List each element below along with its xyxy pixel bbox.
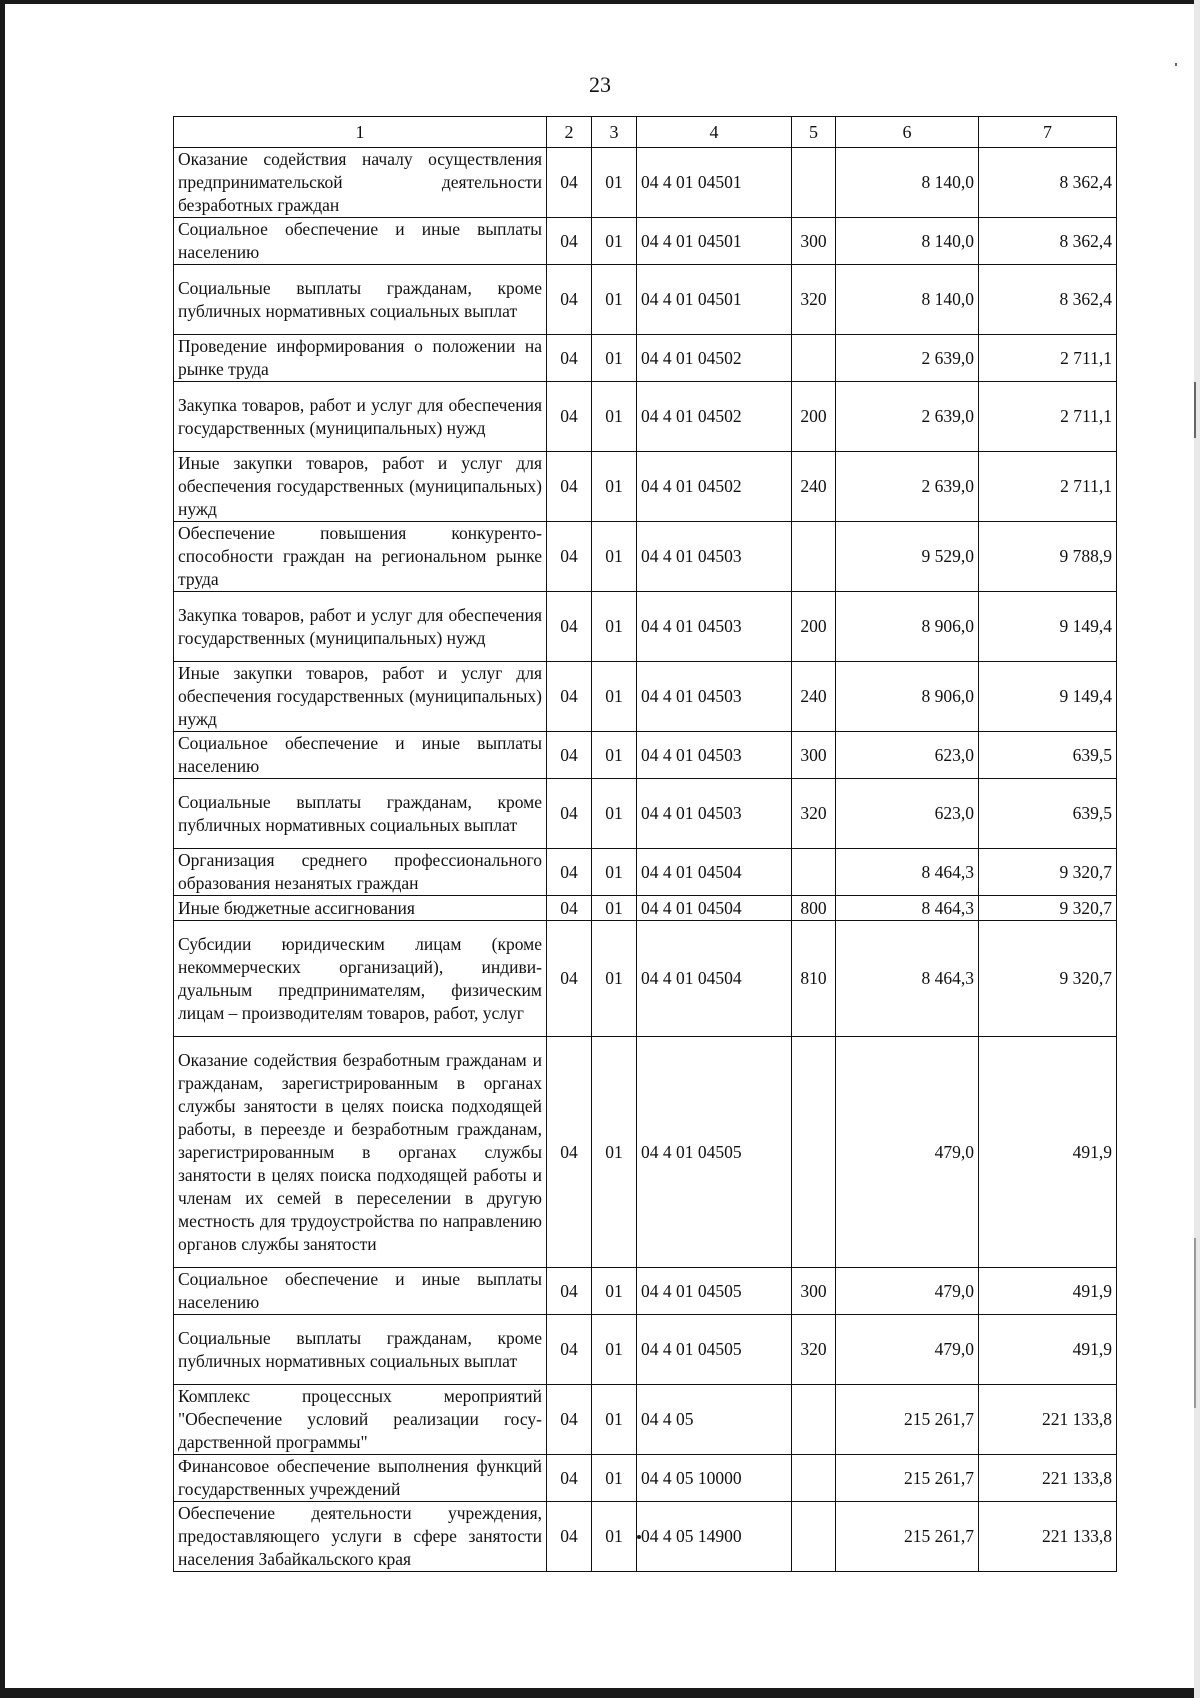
section-code-cell: 04	[547, 849, 592, 896]
row-name-cell: Иные закупки товаров, работ и услуг для обеспечения государственных (муниципальных) нужд	[174, 452, 547, 522]
table-row	[174, 1037, 1117, 1268]
target-article-cell: 04 4 01 04505	[637, 1315, 792, 1385]
table-row	[174, 218, 1117, 265]
header-cell-6: 6	[836, 117, 979, 148]
budget-table	[173, 116, 1117, 1572]
header-cell-4: 4	[637, 117, 792, 148]
subsection-code-cell: 01	[592, 1037, 637, 1268]
section-code-cell: 04	[547, 452, 592, 522]
target-article-cell: 04 4 05 14900	[637, 1502, 792, 1572]
subsection-code-cell: 01	[592, 921, 637, 1037]
expense-type-cell	[792, 148, 836, 218]
header-cell-3: 3	[592, 117, 637, 148]
target-article-cell: 04 4 01 04504	[637, 849, 792, 896]
amount-col6-cell: 215 261,7	[836, 1455, 979, 1502]
expense-type-cell	[792, 522, 836, 592]
target-article-cell: 04 4 05 10000	[637, 1455, 792, 1502]
subsection-code-cell: 01	[592, 382, 637, 452]
amount-col7-cell: 491,9	[979, 1315, 1117, 1385]
table-header	[174, 117, 1117, 148]
section-code-cell: 04	[547, 732, 592, 779]
target-article-cell: 04 4 01 04504	[637, 896, 792, 921]
table-row	[174, 849, 1117, 896]
target-article-cell: 04 4 01 04505	[637, 1037, 792, 1268]
section-code-cell: 04	[547, 1502, 592, 1572]
section-code-cell: 04	[547, 1268, 592, 1315]
amount-col7-cell: 221 133,8	[979, 1502, 1117, 1572]
amount-col6-cell: 8 906,0	[836, 592, 979, 662]
expense-type-cell	[792, 849, 836, 896]
expense-type-cell: 200	[792, 382, 836, 452]
header-cell-7: 7	[979, 117, 1117, 148]
table-row	[174, 592, 1117, 662]
subsection-code-cell: 01	[592, 662, 637, 732]
target-article-cell: 04 4 01 04505	[637, 1268, 792, 1315]
expense-type-cell	[792, 335, 836, 382]
amount-col7-cell: 491,9	[979, 1268, 1117, 1315]
target-article-cell: 04 4 01 04501	[637, 148, 792, 218]
amount-col7-cell: 2 711,1	[979, 452, 1117, 522]
header-cell-1: 1	[174, 117, 547, 148]
expense-type-cell: 800	[792, 896, 836, 921]
amount-col6-cell: 2 639,0	[836, 382, 979, 452]
scan-mark	[1194, 382, 1196, 438]
expense-type-cell: 240	[792, 662, 836, 732]
expense-type-cell: 300	[792, 218, 836, 265]
section-code-cell: 04	[547, 1385, 592, 1455]
amount-col7-cell: 221 133,8	[979, 1385, 1117, 1455]
expense-type-cell: 320	[792, 265, 836, 335]
expense-type-cell: 200	[792, 592, 836, 662]
amount-col7-cell: 9 320,7	[979, 896, 1117, 921]
subsection-code-cell: 01	[592, 1315, 637, 1385]
section-code-cell: 04	[547, 265, 592, 335]
subsection-code-cell: 01	[592, 1502, 637, 1572]
row-name-cell: Закупка товаров, работ и услуг для обеспечения государственных (муниципальных) нужд	[174, 382, 547, 452]
amount-col7-cell: 491,9	[979, 1037, 1117, 1268]
table-row	[174, 662, 1117, 732]
subsection-code-cell: 01	[592, 1455, 637, 1502]
table-row	[174, 896, 1117, 921]
row-name-cell: Субсидии юридическим лицам (кроме некоммерческих организаций), индивидуальным предпринимателям, физическим лицам – производителям товаров, работ, услуг	[174, 921, 547, 1037]
table-row	[174, 452, 1117, 522]
section-code-cell: 04	[547, 662, 592, 732]
target-article-cell: 04 4 01 04503	[637, 662, 792, 732]
row-name-cell: Социальные выплаты гражданам, кроме публичных нормативных социальных выплат	[174, 1315, 547, 1385]
table-row	[174, 265, 1117, 335]
amount-col7-cell: 8 362,4	[979, 265, 1117, 335]
amount-col6-cell: 215 261,7	[836, 1385, 979, 1455]
section-code-cell: 04	[547, 1037, 592, 1268]
target-article-cell: 04 4 01 04503	[637, 779, 792, 849]
row-name-cell: Комплекс процессных мероприятий "Обеспечение условий реализации государственной программы"	[174, 1385, 547, 1455]
section-code-cell: 04	[547, 382, 592, 452]
row-name-cell: Обеспечение повышения конкурентоспособности граждан на региональном рынке труда	[174, 522, 547, 592]
scan-border-top	[0, 0, 1200, 4]
table-row	[174, 1502, 1117, 1572]
subsection-code-cell: 01	[592, 218, 637, 265]
expense-type-cell: 320	[792, 1315, 836, 1385]
amount-col6-cell: 2 639,0	[836, 452, 979, 522]
row-name-cell: Социальное обеспечение и иные выплаты населению	[174, 732, 547, 779]
amount-col7-cell: 9 320,7	[979, 921, 1117, 1037]
subsection-code-cell: 01	[592, 849, 637, 896]
row-name-cell: Обеспечение деятельности учреждения, предоставляющего услуги в сфере занятости населения Забайкальского края	[174, 1502, 547, 1572]
header-row	[174, 117, 1117, 148]
expense-type-cell: 300	[792, 1268, 836, 1315]
amount-col6-cell: 2 639,0	[836, 335, 979, 382]
table-row	[174, 1455, 1117, 1502]
amount-col6-cell: 8 464,3	[836, 921, 979, 1037]
row-name-cell: Социальное обеспечение и иные выплаты населению	[174, 1268, 547, 1315]
amount-col7-cell: 2 711,1	[979, 382, 1117, 452]
table-row	[174, 335, 1117, 382]
scan-mark	[1194, 1238, 1196, 1408]
expense-type-cell	[792, 1037, 836, 1268]
expense-type-cell	[792, 1385, 836, 1455]
target-article-cell: 04 4 05	[637, 1385, 792, 1455]
target-article-cell: 04 4 01 04503	[637, 732, 792, 779]
amount-col6-cell: 8 140,0	[836, 265, 979, 335]
amount-col6-cell: 623,0	[836, 732, 979, 779]
subsection-code-cell: 01	[592, 1385, 637, 1455]
subsection-code-cell: 01	[592, 452, 637, 522]
amount-col6-cell: 8 464,3	[836, 849, 979, 896]
table-row	[174, 148, 1117, 218]
amount-col6-cell: 479,0	[836, 1315, 979, 1385]
table-row	[174, 1315, 1117, 1385]
amount-col6-cell: 8 140,0	[836, 148, 979, 218]
target-article-cell: 04 4 01 04501	[637, 265, 792, 335]
expense-type-cell: 300	[792, 732, 836, 779]
table-row	[174, 921, 1117, 1037]
amount-col6-cell: 9 529,0	[836, 522, 979, 592]
expense-type-cell	[792, 1455, 836, 1502]
amount-col6-cell: 8 140,0	[836, 218, 979, 265]
row-name-cell: Организация среднего профессионального образования незанятых граждан	[174, 849, 547, 896]
subsection-code-cell: 01	[592, 779, 637, 849]
section-code-cell: 04	[547, 218, 592, 265]
table-row	[174, 522, 1117, 592]
amount-col7-cell: 9 320,7	[979, 849, 1117, 896]
section-code-cell: 04	[547, 592, 592, 662]
header-cell-5: 5	[792, 117, 836, 148]
expense-type-cell: 810	[792, 921, 836, 1037]
table-row	[174, 1268, 1117, 1315]
row-name-cell: Социальное обеспечение и иные выплаты населению	[174, 218, 547, 265]
scan-border-bottom	[0, 1688, 1200, 1698]
subsection-code-cell: 01	[592, 522, 637, 592]
amount-col7-cell: 9 149,4	[979, 662, 1117, 732]
table-row	[174, 779, 1117, 849]
amount-col7-cell: 2 711,1	[979, 335, 1117, 382]
subsection-code-cell: 01	[592, 148, 637, 218]
target-article-cell: 04 4 01 04504	[637, 921, 792, 1037]
target-article-cell: 04 4 01 04502	[637, 382, 792, 452]
subsection-code-cell: 01	[592, 592, 637, 662]
amount-col6-cell: 479,0	[836, 1037, 979, 1268]
table-row	[174, 1385, 1117, 1455]
subsection-code-cell: 01	[592, 335, 637, 382]
amount-col6-cell: 8 906,0	[836, 662, 979, 732]
target-article-cell: 04 4 01 04503	[637, 592, 792, 662]
target-article-cell: 04 4 01 04501	[637, 218, 792, 265]
expense-type-cell	[792, 1502, 836, 1572]
section-code-cell: 04	[547, 335, 592, 382]
row-name-cell: Иные закупки товаров, работ и услуг для обеспечения государственных (муниципальных) нужд	[174, 662, 547, 732]
table-body	[174, 148, 1117, 1572]
row-name-cell: Социальные выплаты гражданам, кроме публичных нормативных социальных выплат	[174, 265, 547, 335]
subsection-code-cell: 01	[592, 1268, 637, 1315]
page-dot	[637, 1535, 641, 1539]
amount-col7-cell: 221 133,8	[979, 1455, 1117, 1502]
amount-col6-cell: 8 464,3	[836, 896, 979, 921]
amount-col6-cell: 479,0	[836, 1268, 979, 1315]
row-name-cell: Социальные выплаты гражданам, кроме публичных нормативных социальных выплат	[174, 779, 547, 849]
target-article-cell: 04 4 01 04502	[637, 452, 792, 522]
amount-col7-cell: 639,5	[979, 732, 1117, 779]
amount-col7-cell: 9 788,9	[979, 522, 1117, 592]
section-code-cell: 04	[547, 1315, 592, 1385]
expense-type-cell: 240	[792, 452, 836, 522]
amount-col6-cell: 215 261,7	[836, 1502, 979, 1572]
amount-col7-cell: 8 362,4	[979, 218, 1117, 265]
target-article-cell: 04 4 01 04503	[637, 522, 792, 592]
row-name-cell: Оказание содействия началу осуществления предпринимательской деятельности безработных граждан	[174, 148, 547, 218]
subsection-code-cell: 01	[592, 732, 637, 779]
row-name-cell: Финансовое обеспечение выполнения функций государственных учреждений	[174, 1455, 547, 1502]
scan-border-left	[0, 0, 5, 1698]
row-name-cell: Оказание содействия безработным гражданам и гражданам, зарегистрированным в органах службы занятости в целях поиска подходящей работы, в переезде и безработным гражданам, зарегистрированным в органах службы занятости в целях поиска подходящей работы и членам их семей в переселении в другую местность для трудоустройства по направлению органов службы занятости	[174, 1037, 547, 1268]
subsection-code-cell: 01	[592, 265, 637, 335]
row-name-cell: Иные бюджетные ассигнования	[174, 896, 547, 921]
section-code-cell: 04	[547, 779, 592, 849]
scan-mark	[1175, 63, 1177, 66]
scan-border-right	[1194, 0, 1200, 1698]
expense-type-cell: 320	[792, 779, 836, 849]
page-number: 23	[589, 72, 611, 97]
section-code-cell: 04	[547, 1455, 592, 1502]
section-code-cell: 04	[547, 921, 592, 1037]
amount-col7-cell: 639,5	[979, 779, 1117, 849]
amount-col7-cell: 8 362,4	[979, 148, 1117, 218]
header-cell-2: 2	[547, 117, 592, 148]
table-row	[174, 732, 1117, 779]
subsection-code-cell: 01	[592, 896, 637, 921]
amount-col6-cell: 623,0	[836, 779, 979, 849]
section-code-cell: 04	[547, 522, 592, 592]
row-name-cell: Закупка товаров, работ и услуг для обеспечения государственных (муниципальных) нужд	[174, 592, 547, 662]
section-code-cell: 04	[547, 896, 592, 921]
row-name-cell: Проведение информирования о положении на рынке труда	[174, 335, 547, 382]
amount-col7-cell: 9 149,4	[979, 592, 1117, 662]
section-code-cell: 04	[547, 148, 592, 218]
table-row	[174, 382, 1117, 452]
target-article-cell: 04 4 01 04502	[637, 335, 792, 382]
